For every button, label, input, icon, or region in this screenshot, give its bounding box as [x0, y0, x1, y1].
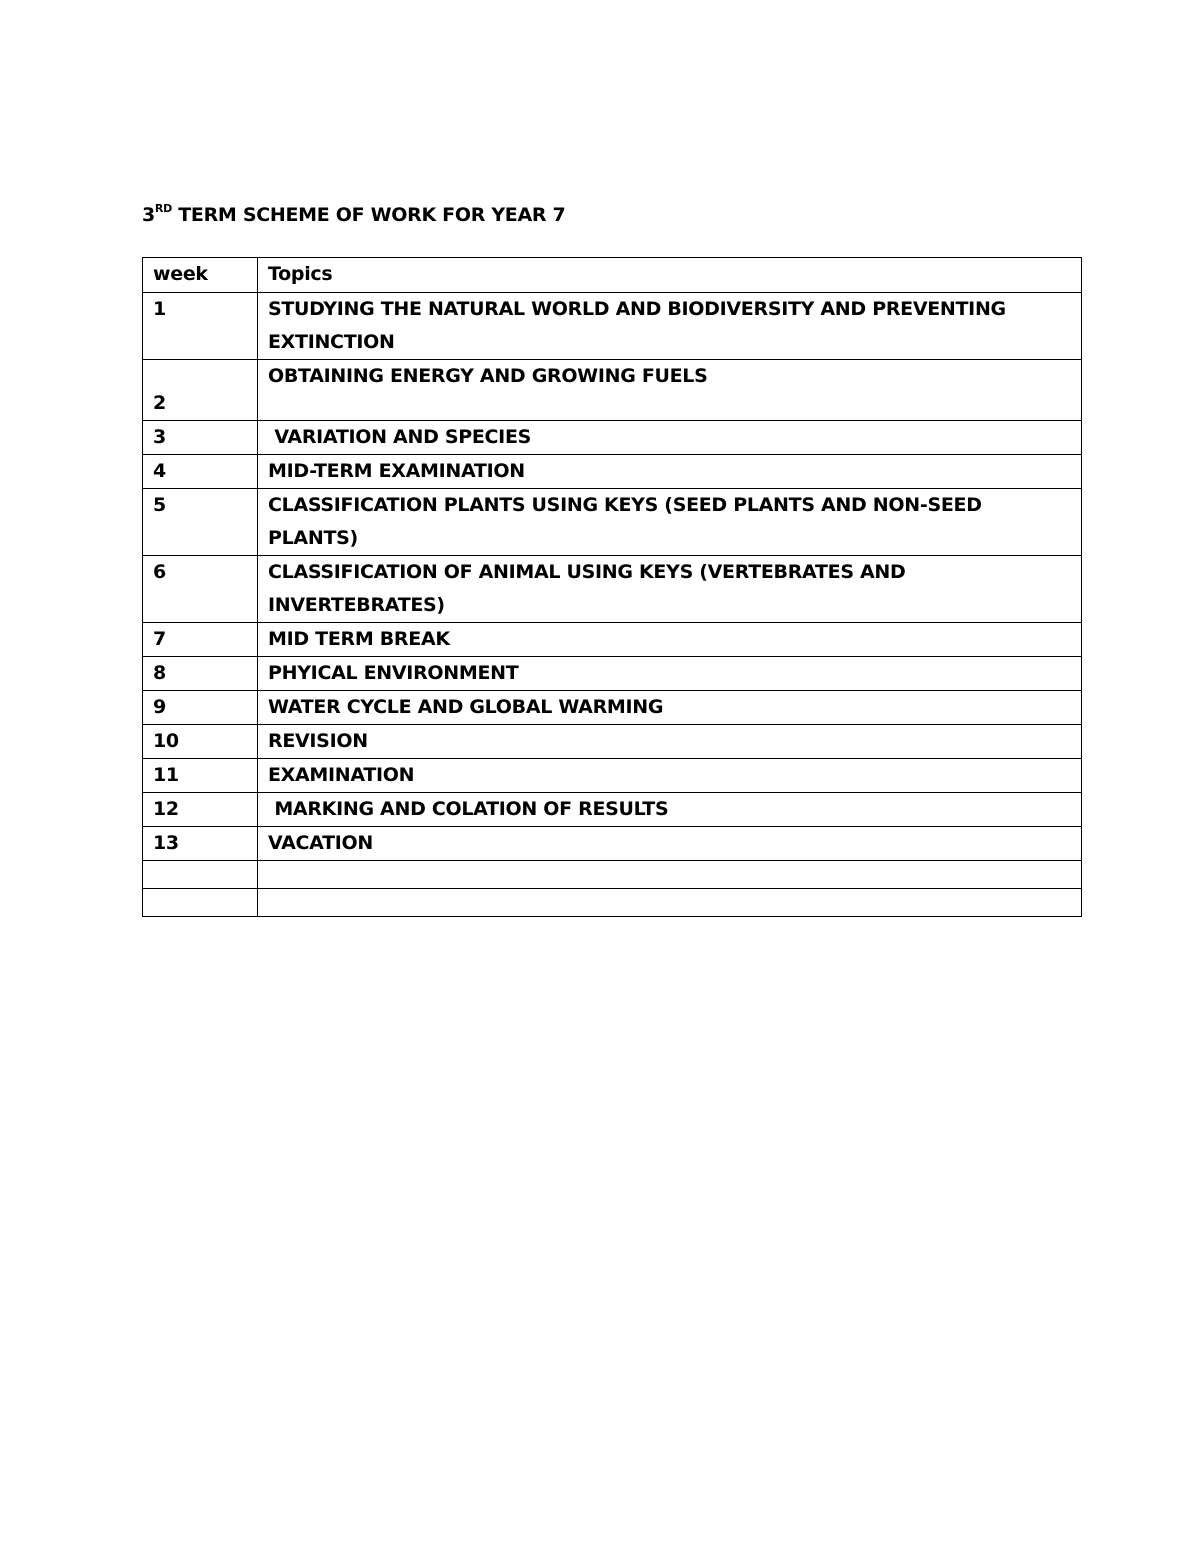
table-row-empty: [143, 861, 1082, 889]
topic-cell: WATER CYCLE AND GLOBAL WARMING: [258, 691, 1082, 725]
week-cell: 10: [143, 725, 258, 759]
table-row: [143, 759, 1082, 793]
week-cell: 6: [143, 556, 258, 623]
topic-cell: OBTAINING ENERGY AND GROWING FUELS: [258, 360, 1082, 421]
table-row: [143, 657, 1082, 691]
week-cell: 1: [143, 293, 258, 360]
week-cell: 12: [143, 793, 258, 827]
week-cell: 7: [143, 623, 258, 657]
topic-cell: EXAMINATION: [258, 759, 1082, 793]
topic-cell: VARIATION AND SPECIES: [258, 421, 1082, 455]
topic-cell: REVISION: [258, 725, 1082, 759]
title-number: 3: [142, 204, 155, 226]
topic-cell: PHYICAL ENVIRONMENT: [258, 657, 1082, 691]
table-row: [143, 691, 1082, 725]
table-row-empty: [143, 889, 1082, 917]
table-row: [143, 293, 1082, 360]
table-row: [143, 827, 1082, 861]
week-cell: [143, 889, 258, 917]
week-cell: 8: [143, 657, 258, 691]
table-row: [143, 489, 1082, 556]
week-cell: 5: [143, 489, 258, 556]
table-row: [143, 725, 1082, 759]
table-row: [143, 360, 1082, 421]
week-cell: [143, 861, 258, 889]
header-week: week: [143, 258, 258, 293]
table-row: [143, 455, 1082, 489]
week-cell: 2: [143, 360, 258, 421]
title-text: TERM SCHEME OF WORK FOR YEAR 7: [171, 204, 566, 226]
week-cell: 4: [143, 455, 258, 489]
topic-cell: [258, 861, 1082, 889]
week-cell: 11: [143, 759, 258, 793]
topic-cell: [258, 889, 1082, 917]
topic-cell: STUDYING THE NATURAL WORLD AND BIODIVERSITY AND PREVENTING EXTINCTION: [258, 293, 1082, 360]
title-ordinal-suffix: RD: [154, 201, 172, 215]
table-row: [143, 556, 1082, 623]
table-row: [143, 623, 1082, 657]
week-cell: 3: [143, 421, 258, 455]
topic-cell: VACATION: [258, 827, 1082, 861]
week-cell: 9: [143, 691, 258, 725]
topic-cell: CLASSIFICATION PLANTS USING KEYS (SEED PLANTS AND NON-SEED PLANTS): [258, 489, 1082, 556]
table-header-row: [143, 258, 1082, 293]
table-row: [143, 793, 1082, 827]
topic-cell: MID-TERM EXAMINATION: [258, 455, 1082, 489]
header-topics: Topics: [258, 258, 1082, 293]
topic-cell: MARKING AND COLATION OF RESULTS: [258, 793, 1082, 827]
page-title: [142, 201, 566, 226]
topic-cell: CLASSIFICATION OF ANIMAL USING KEYS (VERTEBRATES AND INVERTEBRATES): [258, 556, 1082, 623]
table-row: [143, 421, 1082, 455]
week-cell: 13: [143, 827, 258, 861]
scheme-table: [142, 257, 1082, 917]
topic-cell: MID TERM BREAK: [258, 623, 1082, 657]
